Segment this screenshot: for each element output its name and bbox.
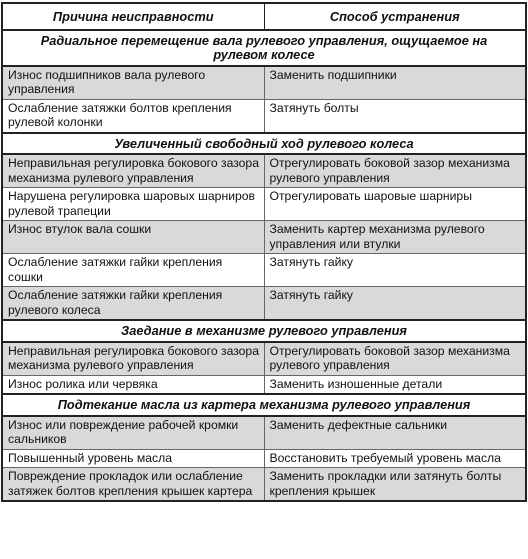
table-row xyxy=(2,66,526,100)
table-row xyxy=(2,254,526,287)
remedy-cell: Заменить прокладки или затянуть болты крепления крышек xyxy=(264,468,526,502)
remedy-cell: Затянуть болты xyxy=(264,99,526,133)
table-row xyxy=(2,375,526,394)
remedy-cell: Заменить картер механизма рулевого управления или втулки xyxy=(264,221,526,254)
cause-cell: Повреждение прокладок или ослабление затяжек болтов крепления крышек картера xyxy=(2,468,264,502)
cause-cell: Износ или повреждение рабочей кромки сальников xyxy=(2,416,264,450)
remedy-cell: Отрегулировать боковой зазор механизма рулевого управления xyxy=(264,154,526,188)
section-heading-row xyxy=(2,320,526,342)
cause-cell: Износ втулок вала сошки xyxy=(2,221,264,254)
table-row xyxy=(2,221,526,254)
remedy-cell: Отрегулировать шаровые шарниры xyxy=(264,188,526,221)
remedy-cell: Восстановить требуемый уровень масла xyxy=(264,449,526,468)
fault-table xyxy=(1,2,527,502)
table-row xyxy=(2,287,526,321)
section-title: Заедание в механизме рулевого управления xyxy=(2,320,526,342)
remedy-cell: Заменить изношенные детали xyxy=(264,375,526,394)
section-title: Подтекание масла из картера механизма рулевого управления xyxy=(2,394,526,416)
table-row xyxy=(2,188,526,221)
table-body xyxy=(2,30,526,502)
cause-cell: Износ ролика или червяка xyxy=(2,375,264,394)
remedy-cell: Заменить подшипники xyxy=(264,66,526,100)
column-header-cause: Причина неисправности xyxy=(2,3,264,30)
remedy-cell: Затянуть гайку xyxy=(264,287,526,321)
section-heading-row xyxy=(2,394,526,416)
remedy-cell: Заменить дефектные сальники xyxy=(264,416,526,450)
table-header-row xyxy=(2,3,526,30)
cause-cell: Ослабление затяжки гайки крепления сошки xyxy=(2,254,264,287)
cause-cell: Повышенный уровень масла xyxy=(2,449,264,468)
table-row xyxy=(2,416,526,450)
remedy-cell: Отрегулировать боковой зазор механизма рулевого управления xyxy=(264,342,526,376)
cause-cell: Износ подшипников вала рулевого управления xyxy=(2,66,264,100)
section-title: Увеличенный свободный ход рулевого колеса xyxy=(2,133,526,155)
cause-cell: Ослабление затяжки гайки крепления рулевого колеса xyxy=(2,287,264,321)
cause-cell: Неправильная регулировка бокового зазора механизма рулевого управления xyxy=(2,342,264,376)
section-heading-row xyxy=(2,133,526,155)
section-heading-row xyxy=(2,30,526,66)
table-row xyxy=(2,468,526,502)
table-row xyxy=(2,342,526,376)
column-header-remedy: Способ устранения xyxy=(264,3,526,30)
table-row xyxy=(2,99,526,133)
table-row xyxy=(2,449,526,468)
cause-cell: Нарушена регулировка шаровых шарниров рулевой трапеции xyxy=(2,188,264,221)
table-row xyxy=(2,154,526,188)
cause-cell: Ослабление затяжки болтов крепления рулевой колонки xyxy=(2,99,264,133)
cause-cell: Неправильная регулировка бокового зазора механизма рулевого управления xyxy=(2,154,264,188)
section-title: Радиальное перемещение вала рулевого управления, ощущаемое на рулевом колесе xyxy=(2,30,526,66)
remedy-cell: Затянуть гайку xyxy=(264,254,526,287)
fault-table-page xyxy=(1,2,527,502)
